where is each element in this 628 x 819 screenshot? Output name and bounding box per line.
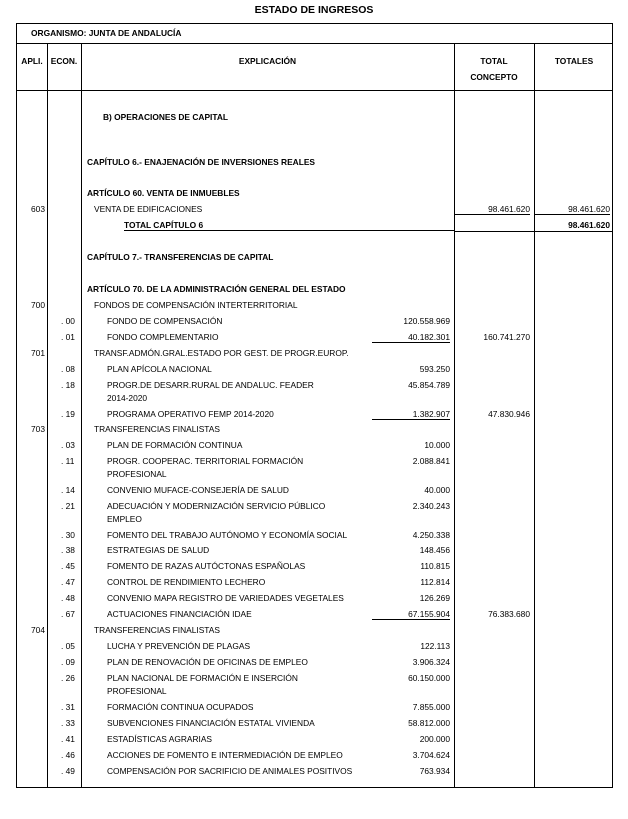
column-rule-concepto: [534, 43, 535, 787]
row-703-45-econ: . 45: [61, 561, 75, 571]
article-70-heading: ARTÍCULO 70. DE LA ADMINISTRACIÓN GENERAL DEL ESTADO: [87, 284, 346, 294]
row-703-03-amount: 10.000: [424, 440, 450, 450]
row-703-03-econ: . 03: [61, 440, 75, 450]
row-700-01-amount: 40.182.301: [372, 332, 450, 343]
row-703-48-econ: . 48: [61, 593, 75, 603]
row-700-01-econ: . 01: [61, 332, 75, 342]
row-704-31-econ: . 31: [61, 702, 75, 712]
row-704-apli: 704: [31, 625, 45, 635]
row-704-46-econ: . 46: [61, 750, 75, 760]
row-703-03-desc: PLAN DE FORMACIÓN CONTINUA: [107, 440, 243, 450]
row-703-14-econ: . 14: [61, 485, 75, 495]
chapter-7-heading: CAPÍTULO 7.- TRANSFERENCIAS DE CAPITAL: [87, 252, 274, 262]
row-704-49-amount: 763.934: [419, 766, 450, 776]
row-703-30-amount: 4.250.338: [412, 530, 450, 540]
header-total-concepto-line2: CONCEPTO: [470, 72, 518, 82]
row-704-31-amount: 7.855.000: [412, 702, 450, 712]
row-703-48-desc: CONVENIO MAPA REGISTRO DE VARIEDADES VEGETALES: [107, 593, 344, 603]
row-703-48-amount: 126.269: [419, 593, 450, 603]
chapter-6-heading: CAPÍTULO 6.- ENAJENACIÓN DE INVERSIONES REALES: [87, 157, 316, 167]
row-704-33-econ: . 33: [61, 718, 75, 728]
row-704-26-econ: . 26: [61, 673, 75, 683]
row-703-21-desc-line2: EMPLEO: [107, 514, 142, 524]
row-703-21-desc: ADECUACIÓN Y MODERNIZACIÓN SERVICIO PÚBLICO: [107, 501, 326, 511]
row-701-08-amount: 593.250: [419, 364, 450, 374]
row-701-desc: TRANSF.ADMÓN.GRAL.ESTADO POR GEST. DE PROGR.EUROP.: [94, 348, 349, 358]
row-703-30-desc: FOMENTO DEL TRABAJO AUTÓNOMO Y ECONOMÍA SOCIAL: [107, 530, 348, 540]
row-701-19-econ: . 19: [61, 409, 75, 419]
row-701-19-desc: PROGRAMA OPERATIVO FEMP 2014-2020: [107, 409, 274, 419]
row-704-31-desc: FORMACIÓN CONTINUA OCUPADOS: [107, 702, 254, 712]
row-703-67-desc: ACTUACIONES FINANCIACIÓN IDAE: [107, 609, 252, 619]
header-total-concepto-line1: TOTAL: [480, 56, 508, 66]
row-700-00-amount: 120.558.969: [403, 316, 450, 326]
row-700-apli: 700: [31, 300, 45, 310]
row-603-totales: 98.461.620: [534, 204, 610, 215]
row-704-49-desc: COMPENSACIÓN POR SACRIFICIO DE ANIMALES POSITIVOS: [107, 766, 353, 776]
income-table: [16, 23, 613, 788]
header-econ: ECON.: [50, 56, 78, 66]
row-703-45-desc: FOMENTO DE RAZAS AUTÓCTONAS ESPAÑOLAS: [107, 561, 306, 571]
row-703-47-desc: CONTROL DE RENDIMIENTO LECHERO: [107, 577, 266, 587]
row-700-total-concepto: 160.741.270: [483, 332, 530, 342]
header-rule-bottom: [17, 90, 612, 91]
row-701-18-amount: 45.854.789: [408, 380, 450, 390]
row-704-41-desc: ESTADÍSTICAS AGRARIAS: [107, 734, 213, 744]
row-703-11-econ: . 11: [61, 456, 75, 466]
row-704-46-amount: 3.704.624: [412, 750, 450, 760]
row-703-14-amount: 40.000: [424, 485, 450, 495]
row-703-67-amount: 67.155.904: [372, 609, 450, 620]
header-rule-top: [17, 43, 612, 44]
row-704-41-econ: . 41: [61, 734, 75, 744]
row-700-00-desc: FONDO DE COMPENSACIÓN: [107, 316, 223, 326]
row-703-45-amount: 110.815: [420, 561, 450, 571]
header-explicacion: EXPLICACIÓN: [238, 56, 297, 66]
row-704-05-desc: LUCHA Y PREVENCIÓN DE PLAGAS: [107, 641, 251, 651]
row-701-18-desc-line2: 2014-2020: [107, 393, 148, 403]
row-703-21-econ: . 21: [61, 501, 75, 511]
row-704-09-desc: PLAN DE RENOVACIÓN DE OFICINAS DE EMPLEO: [107, 657, 308, 667]
row-703-21-amount: 2.340.243: [412, 501, 450, 511]
row-704-33-desc: SUBVENCIONES FINANCIACIÓN ESTATAL VIVIENDA: [107, 718, 315, 728]
row-703-38-econ: . 38: [61, 545, 75, 555]
row-704-05-econ: . 05: [61, 641, 75, 651]
row-701-08-econ: . 08: [61, 364, 75, 374]
row-704-46-desc: ACCIONES DE FOMENTO E INTERMEDIACIÓN DE EMPLEO: [107, 750, 343, 760]
row-703-38-amount: 148.456: [419, 545, 450, 555]
row-704-26-amount: 60.150.000: [408, 673, 450, 683]
organismo-label: ORGANISMO: JUNTA DE ANDALUCÍA: [31, 28, 182, 38]
header-totales: TOTALES: [554, 56, 594, 66]
row-603-desc: VENTA DE EDIFICACIONES: [94, 204, 203, 214]
column-rule-apli: [47, 43, 48, 787]
row-704-41-amount: 200.000: [419, 734, 450, 744]
total-chapter-6-value: 98.461.620: [568, 220, 610, 230]
page-title: ESTADO DE INGRESOS: [254, 4, 374, 16]
row-700-01-desc: FONDO COMPLEMENTARIO: [107, 332, 219, 342]
row-704-05-amount: 122.113: [420, 641, 450, 651]
section-operaciones-capital: B) OPERACIONES DE CAPITAL: [103, 112, 229, 122]
header-apli: APLI.: [21, 56, 43, 66]
row-703-desc: TRANSFERENCIAS FINALISTAS: [94, 424, 220, 434]
row-701-18-econ: . 18: [61, 380, 75, 390]
row-703-38-desc: ESTRATEGIAS DE SALUD: [107, 545, 210, 555]
row-703-11-desc-line2: PROFESIONAL: [107, 469, 167, 479]
row-700-00-econ: . 00: [61, 316, 75, 326]
row-703-47-econ: . 47: [61, 577, 75, 587]
row-701-apli: 701: [31, 348, 45, 358]
row-704-desc: TRANSFERENCIAS FINALISTAS: [94, 625, 220, 635]
row-701-19-amount: 1.382.907: [372, 409, 450, 420]
row-603-apli: 603: [31, 204, 45, 214]
article-60-heading: ARTÍCULO 60. VENTA DE INMUEBLES: [87, 188, 240, 198]
row-704-09-econ: . 09: [61, 657, 75, 667]
row-703-11-amount: 2.088.841: [412, 456, 450, 466]
total-chapter-6-label: TOTAL CAPÍTULO 6: [124, 220, 454, 231]
row-703-47-amount: 112.814: [420, 577, 450, 587]
row-703-total-concepto: 76.383.680: [488, 609, 530, 619]
row-701-total-concepto: 47.830.946: [488, 409, 530, 419]
row-700-desc: FONDOS DE COMPENSACIÓN INTERTERRITORIAL: [94, 300, 298, 310]
row-703-apli: 703: [31, 424, 45, 434]
row-603-total-concepto: 98.461.620: [454, 204, 530, 215]
row-703-14-desc: CONVENIO MUFACE-CONSEJERÍA DE SALUD: [107, 485, 289, 495]
total-chapter-6-rule: [454, 231, 612, 232]
row-701-08-desc: PLAN APÍCOLA NACIONAL: [107, 364, 212, 374]
row-703-67-econ: . 67: [61, 609, 75, 619]
row-704-33-amount: 58.812.000: [408, 718, 450, 728]
row-704-26-desc: PLAN NACIONAL DE FORMACIÓN E INSERCIÓN: [107, 673, 298, 683]
row-704-09-amount: 3.906.324: [412, 657, 450, 667]
row-701-18-desc: PROGR.DE DESARR.RURAL DE ANDALUC. FEADER: [107, 380, 314, 390]
row-703-11-desc: PROGR. COOPERAC. TERRITORIAL FORMACIÓN: [107, 456, 304, 466]
row-704-26-desc-line2: PROFESIONAL: [107, 686, 167, 696]
row-703-30-econ: . 30: [61, 530, 75, 540]
column-rule-econ: [81, 43, 82, 787]
row-704-49-econ: . 49: [61, 766, 75, 776]
